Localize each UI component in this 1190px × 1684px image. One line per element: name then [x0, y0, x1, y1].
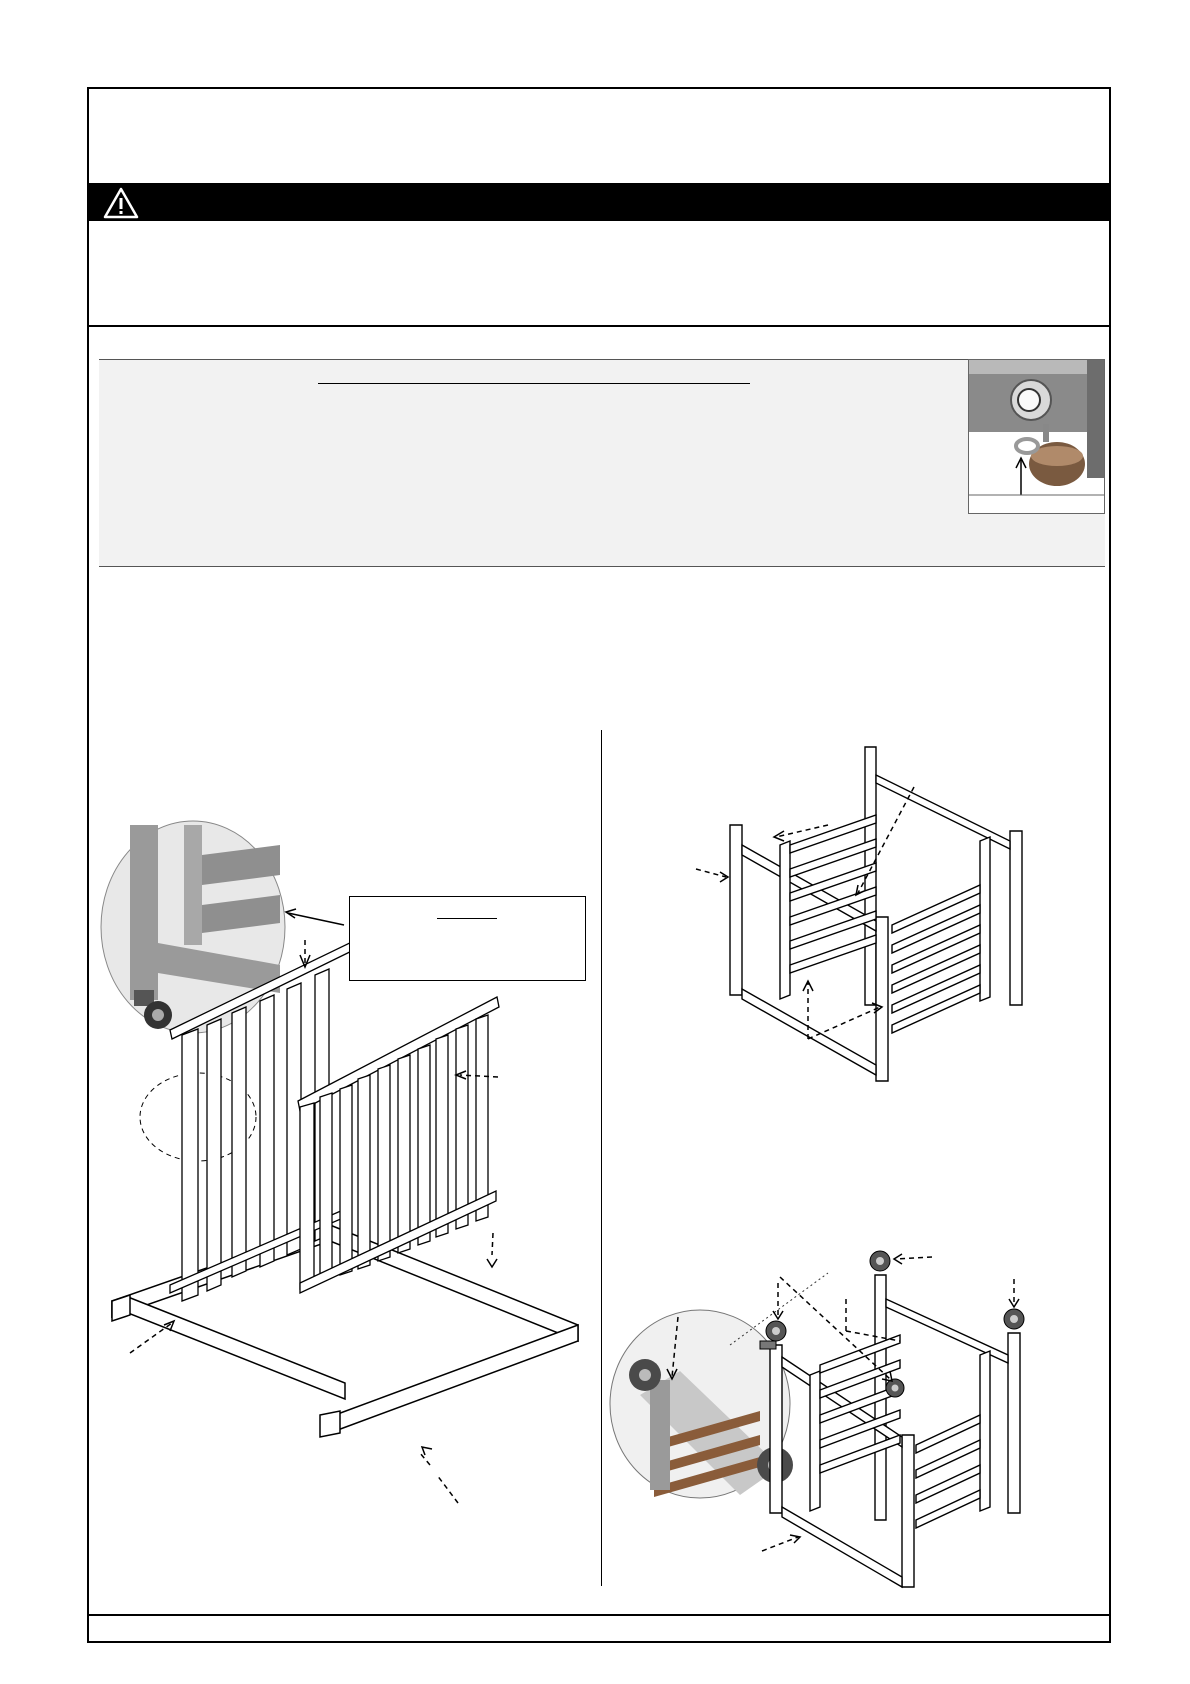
- caster-mount-drawing: [610, 1245, 1105, 1590]
- warning-bar: [87, 183, 1111, 221]
- drain-valve-photo: [968, 359, 1105, 514]
- note-panel: [99, 359, 1105, 567]
- detail-callout-box: [349, 896, 586, 981]
- column-divider: [601, 730, 602, 1586]
- footer-divider: [87, 1614, 1111, 1616]
- callout-title-rule: [437, 918, 497, 919]
- section-divider: [87, 325, 1111, 327]
- note-title-underline: [318, 383, 750, 384]
- rack-frame-drawing: [680, 745, 1040, 1090]
- warning-triangle-icon: [103, 187, 139, 219]
